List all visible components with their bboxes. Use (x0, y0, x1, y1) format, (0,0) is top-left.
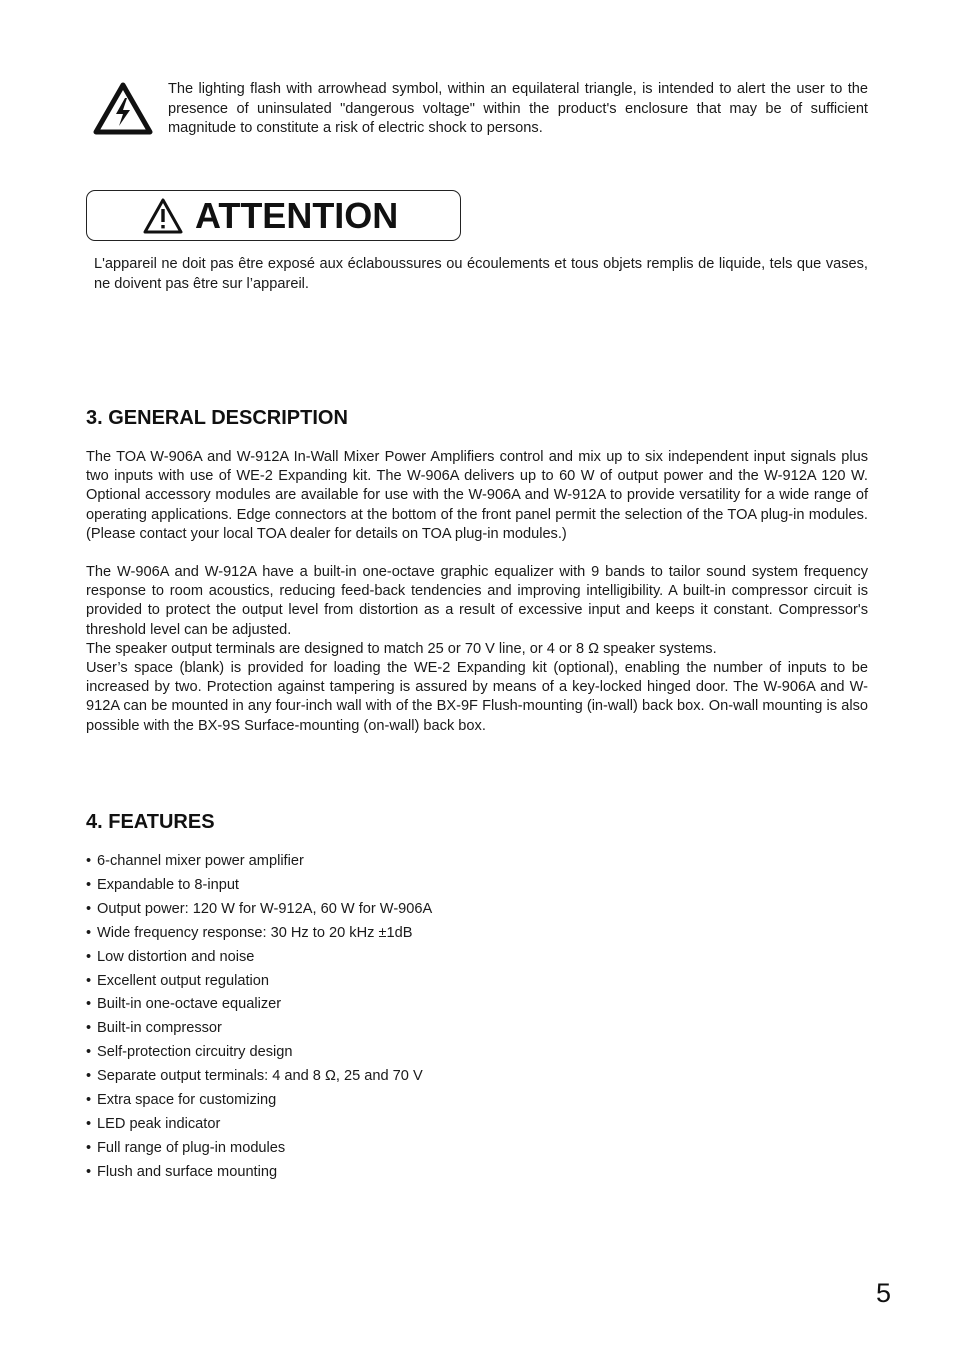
feature-item: • Low distortion and noise (86, 946, 432, 970)
bullet-marker: • (86, 1163, 92, 1180)
page-number: 5 (876, 1278, 892, 1308)
bullet-marker: • (86, 1020, 92, 1037)
exclamation-warning-icon (142, 197, 184, 235)
feature-item: • Flush and surface mounting (86, 1161, 432, 1185)
description-paragraph: The speaker output terminals are designed to match 25 or 70 V line, or 4 or 8 Ω speaker systems. (86, 641, 717, 657)
bullet-marker: • (86, 1068, 92, 1085)
feature-item: • LED peak indicator (86, 1113, 432, 1137)
feature-item: • Output power: 120 W for W-912A, 60 W for W-906A (86, 898, 432, 922)
feature-item: • Self-protection circuitry design (86, 1041, 432, 1065)
bullet-marker: • (86, 972, 92, 989)
section-heading-general-description: 3. GENERAL DESCRIPTION (86, 407, 348, 429)
feature-item: • Built-in one-octave equalizer (86, 993, 432, 1017)
description-paragraph: The W-906A and W-912A have a built-in one-octave graphic equalizer with 9 bands to tailor sound system frequency response to room acoustics, reducing feed-back tendencies and improving intelligibility. A built-in compressor circuit is provided to protect the output level from distortion as a result of excessive input and keeps it constant. Compressor's threshold level can be adjusted. (86, 564, 868, 638)
bullet-marker: • (86, 1139, 92, 1156)
bullet-marker: • (86, 1044, 92, 1061)
bullet-marker: • (86, 876, 92, 893)
bullet-marker: • (86, 1092, 92, 1109)
feature-item: • Extra space for customizing (86, 1089, 432, 1113)
attention-text: L'appareil ne doit pas être exposé aux éclaboussures ou écoulements et tous objets remplis de liquide, tels que vases, ne doivent pas être sur l’appareil. (94, 256, 868, 292)
feature-item: • 6-channel mixer power amplifier (86, 850, 432, 874)
description-paragraph: User’s space (blank) is provided for loading the WE-2 Expanding kit (optional), enabling the number of inputs to be increased by two. Protection against tampering is assured by means of a key-locked hinged door. The W-906A and W-912A can be mounted in any four-inch wall with of the BX-9F Flush-mounting (in-wall) back box. On-wall mounting is also possible with the BX-9S Surface-mounting (on-wall) back box. (86, 660, 868, 734)
feature-item: • Excellent output regulation (86, 970, 432, 994)
bullet-marker: • (86, 924, 92, 941)
feature-item: • Separate output terminals: 4 and 8 Ω, 25 and 70 V (86, 1065, 432, 1089)
attention-title: ATTENTION (195, 195, 399, 236)
feature-item: • Built-in compressor (86, 1017, 432, 1041)
bullet-marker: • (86, 996, 92, 1013)
bullet-marker: • (86, 1115, 92, 1132)
bullet-marker: • (86, 900, 92, 917)
features-list (86, 850, 432, 1185)
bullet-marker: • (86, 948, 92, 965)
section-heading-features: 4. FEATURES (86, 811, 215, 833)
voltage-warning-text: The lighting flash with arrowhead symbol, within an equilateral triangle, is intended to alert the user to the presence of uninsulated "dangerous voltage" within the product's enclosure that may be of sufficient magnitude to constitute a risk of electric shock to persons. (168, 81, 868, 136)
high-voltage-warning-icon (92, 81, 154, 137)
feature-item: • Expandable to 8-input (86, 874, 432, 898)
feature-item: • Full range of plug-in modules (86, 1137, 432, 1161)
description-paragraph: The TOA W-906A and W-912A In-Wall Mixer Power Amplifiers control and mix up to six independent input signals plus two inputs with use of WE-2 Expanding kit. The W-906A delivers up to 60 W of output power and the W-912A 120 W. Optional accessory modules are available for use with the W-906A and W-912A to provide versatility for a wide range of operating applications. Edge connectors at the bottom of the front panel permit the selection of the TOA plug-in modules. (Please contact your local TOA dealer for details on TOA plug-in modules.) (86, 449, 868, 542)
bullet-marker: • (86, 853, 92, 869)
feature-item: • Wide frequency response: 30 Hz to 20 kHz ±1dB (86, 922, 432, 946)
